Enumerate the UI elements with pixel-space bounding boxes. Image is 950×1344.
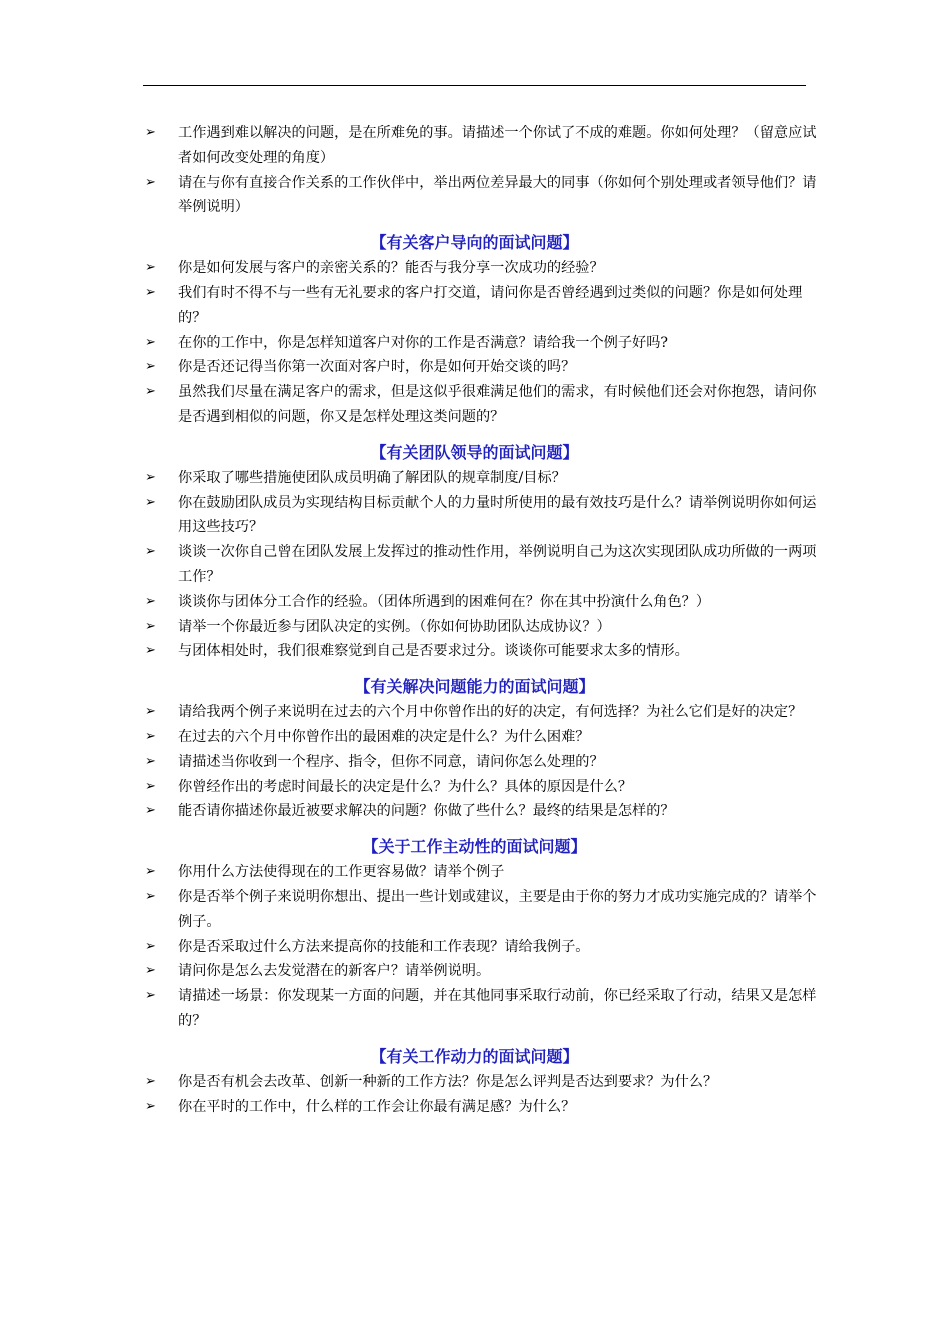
arrow-bullet-icon: ➢ xyxy=(145,778,156,794)
section-heading: 【有关工作动力的面试问题】 xyxy=(370,1046,579,1066)
section-heading: 【有关客户导向的面试问题】 xyxy=(370,233,579,253)
arrow-bullet-icon: ➢ xyxy=(145,284,156,300)
question-item xyxy=(143,281,823,331)
question-text: 我们有时不得不与一些有无礼要求的客户打交道，请问你是否曾经遇到过类似的问题？你是如何处理的？ xyxy=(178,284,803,326)
arrow-bullet-icon: ➢ xyxy=(145,988,156,1004)
question-item xyxy=(143,700,823,725)
question-item xyxy=(143,121,823,171)
arrow-bullet-icon: ➢ xyxy=(145,469,156,485)
question-text: 工作遇到难以解决的问题，是在所难免的事。请描述一个你试了不成的难题。你如何处理？（留意应试者如何改变处理的角度） xyxy=(178,125,817,166)
question-text: 在过去的六个月中你曾作出的最困难的决定是什么？为什么困难？ xyxy=(178,728,590,745)
arrow-bullet-icon: ➢ xyxy=(145,174,156,190)
question-text: 你用什么方法使得现在的工作更容易做？请举个例子 xyxy=(178,864,505,881)
question-item xyxy=(143,540,823,590)
arrow-bullet-icon: ➢ xyxy=(145,728,156,744)
question-section xyxy=(143,664,823,824)
arrow-bullet-icon: ➢ xyxy=(145,963,156,979)
question-item xyxy=(143,935,823,960)
question-item xyxy=(143,959,823,984)
question-text: 你在平时的工作中，什么样的工作会让你最有满足感？为什么？ xyxy=(178,1098,576,1115)
header-rule xyxy=(143,85,806,86)
question-text: 谈谈你与团体分工合作的经验。（团体所遇到的困难何在？你在其中扮演什么角色？） xyxy=(178,593,711,610)
question-text: 你是如何发展与客户的亲密关系的？能否与我分享一次成功的经验？ xyxy=(178,260,604,277)
question-text: 你在鼓励团队成员为实现结构目标贡献个人的力量时所使用的最有效技巧是什么？请举例说明你如何运用这些技巧？ xyxy=(178,494,817,536)
section-heading: 【关于工作主动性的面试问题】 xyxy=(362,837,587,857)
question-text: 谈谈一次你自己曾在团队发展上发挥过的推动性作用，举例说明自己为这次实现团队成功所做的一两项工作？ xyxy=(178,544,817,585)
question-item xyxy=(143,615,823,640)
arrow-bullet-icon: ➢ xyxy=(145,593,156,609)
question-section xyxy=(143,824,823,1034)
arrow-bullet-icon: ➢ xyxy=(145,384,156,400)
question-text: 虽然我们尽量在满足客户的需求，但是这似乎很难满足他们的需求，有时候他们还会对你抱怨，请问你是否遇到相似的问题，你又是怎样处理这类问题的？ xyxy=(178,384,817,425)
question-text: 你曾经作出的考虑时间最长的决定是什么？为什么？具体的原因是什么？ xyxy=(178,778,633,795)
arrow-bullet-icon: ➢ xyxy=(145,359,156,375)
question-text: 请举一个你最近参与团队决定的实例。（你如何协助团队达成协议？） xyxy=(178,618,611,635)
question-item xyxy=(143,725,823,750)
question-item xyxy=(143,380,823,430)
question-item xyxy=(143,466,823,491)
arrow-bullet-icon: ➢ xyxy=(145,888,156,904)
question-text: 你是否举个例子来说明你想出、提出一些计划或建议，主要是由于你的努力才成功实施完成的？请举个例子。 xyxy=(178,888,817,930)
question-item xyxy=(143,256,823,281)
arrow-bullet-icon: ➢ xyxy=(145,1098,156,1114)
arrow-bullet-icon: ➢ xyxy=(145,618,156,634)
arrow-bullet-icon: ➢ xyxy=(145,260,156,276)
question-text: 请问你是怎么去发觉潜在的新客户？请举例说明。 xyxy=(178,963,491,980)
section-question-list xyxy=(143,700,823,824)
question-item xyxy=(143,491,823,541)
question-item xyxy=(143,1070,823,1095)
section-question-list xyxy=(143,256,823,430)
intro-list xyxy=(143,121,823,220)
question-item xyxy=(143,639,823,664)
arrow-bullet-icon: ➢ xyxy=(145,704,156,720)
question-section xyxy=(143,1034,823,1120)
arrow-bullet-icon: ➢ xyxy=(145,125,156,140)
question-item xyxy=(143,355,823,380)
arrow-bullet-icon: ➢ xyxy=(145,544,156,560)
question-section xyxy=(143,220,823,430)
question-text: 你采取了哪些措施使团队成员明确了解团队的规章制度/目标？ xyxy=(178,469,566,486)
arrow-bullet-icon: ➢ xyxy=(145,938,156,954)
section-question-list xyxy=(143,1070,823,1120)
arrow-bullet-icon: ➢ xyxy=(145,643,156,659)
question-text: 你是否采取过什么方法来提高你的技能和工作表现？请给我例子。 xyxy=(178,938,590,955)
section-question-list xyxy=(143,860,823,1034)
question-item xyxy=(143,885,823,935)
question-text: 与团体相处时，我们很难察觉到自己是否要求过分。谈谈你可能要求太多的情形。 xyxy=(178,643,689,660)
question-item xyxy=(143,750,823,775)
question-text: 请描述一场景：你发现某一方面的问题，并在其他同事采取行动前，你已经采取了行动，结果又是怎样的？ xyxy=(178,988,817,1029)
arrow-bullet-icon: ➢ xyxy=(145,1073,156,1089)
question-text: 能否请你描述你最近被要求解决的问题？你做了些什么？最终的结果是怎样的？ xyxy=(178,803,675,820)
arrow-bullet-icon: ➢ xyxy=(145,334,156,350)
question-item xyxy=(143,799,823,824)
question-item xyxy=(143,775,823,800)
arrow-bullet-icon: ➢ xyxy=(145,864,156,880)
question-text: 请给我两个例子来说明在过去的六个月中你曾作出的好的决定，有何选择？为社么它们是好的决定？ xyxy=(178,704,803,721)
question-text: 在你的工作中，你是怎样知道客户对你的工作是否满意？请给我一个例子好吗? xyxy=(178,334,668,351)
question-section xyxy=(143,430,823,664)
sections-container xyxy=(143,220,823,1119)
document-body xyxy=(143,121,823,1119)
question-text: 请在与你有直接合作关系的工作伙伴中，举出两位差异最大的同事（你如何个别处理或者领导他们？请举例说明） xyxy=(178,174,817,216)
question-item xyxy=(143,590,823,615)
arrow-bullet-icon: ➢ xyxy=(145,803,156,819)
question-item xyxy=(143,860,823,885)
question-text: 请描述当你收到一个程序、指令，但你不同意，请问你怎么处理的？ xyxy=(178,753,604,770)
question-item xyxy=(143,171,823,221)
question-text: 你是否还记得当你第一次面对客户时，你是如何开始交谈的吗？ xyxy=(178,359,576,376)
section-heading: 【有关团队领导的面试问题】 xyxy=(370,442,579,462)
section-heading: 【有关解决问题能力的面试问题】 xyxy=(354,677,595,697)
section-question-list xyxy=(143,466,823,664)
question-item xyxy=(143,1095,823,1120)
question-item xyxy=(143,331,823,356)
question-item xyxy=(143,984,823,1034)
arrow-bullet-icon: ➢ xyxy=(145,494,156,510)
arrow-bullet-icon: ➢ xyxy=(145,753,156,769)
question-text: 你是否有机会去改革、创新一种新的工作方法？你是怎么评判是否达到要求？为什么？ xyxy=(178,1073,718,1090)
